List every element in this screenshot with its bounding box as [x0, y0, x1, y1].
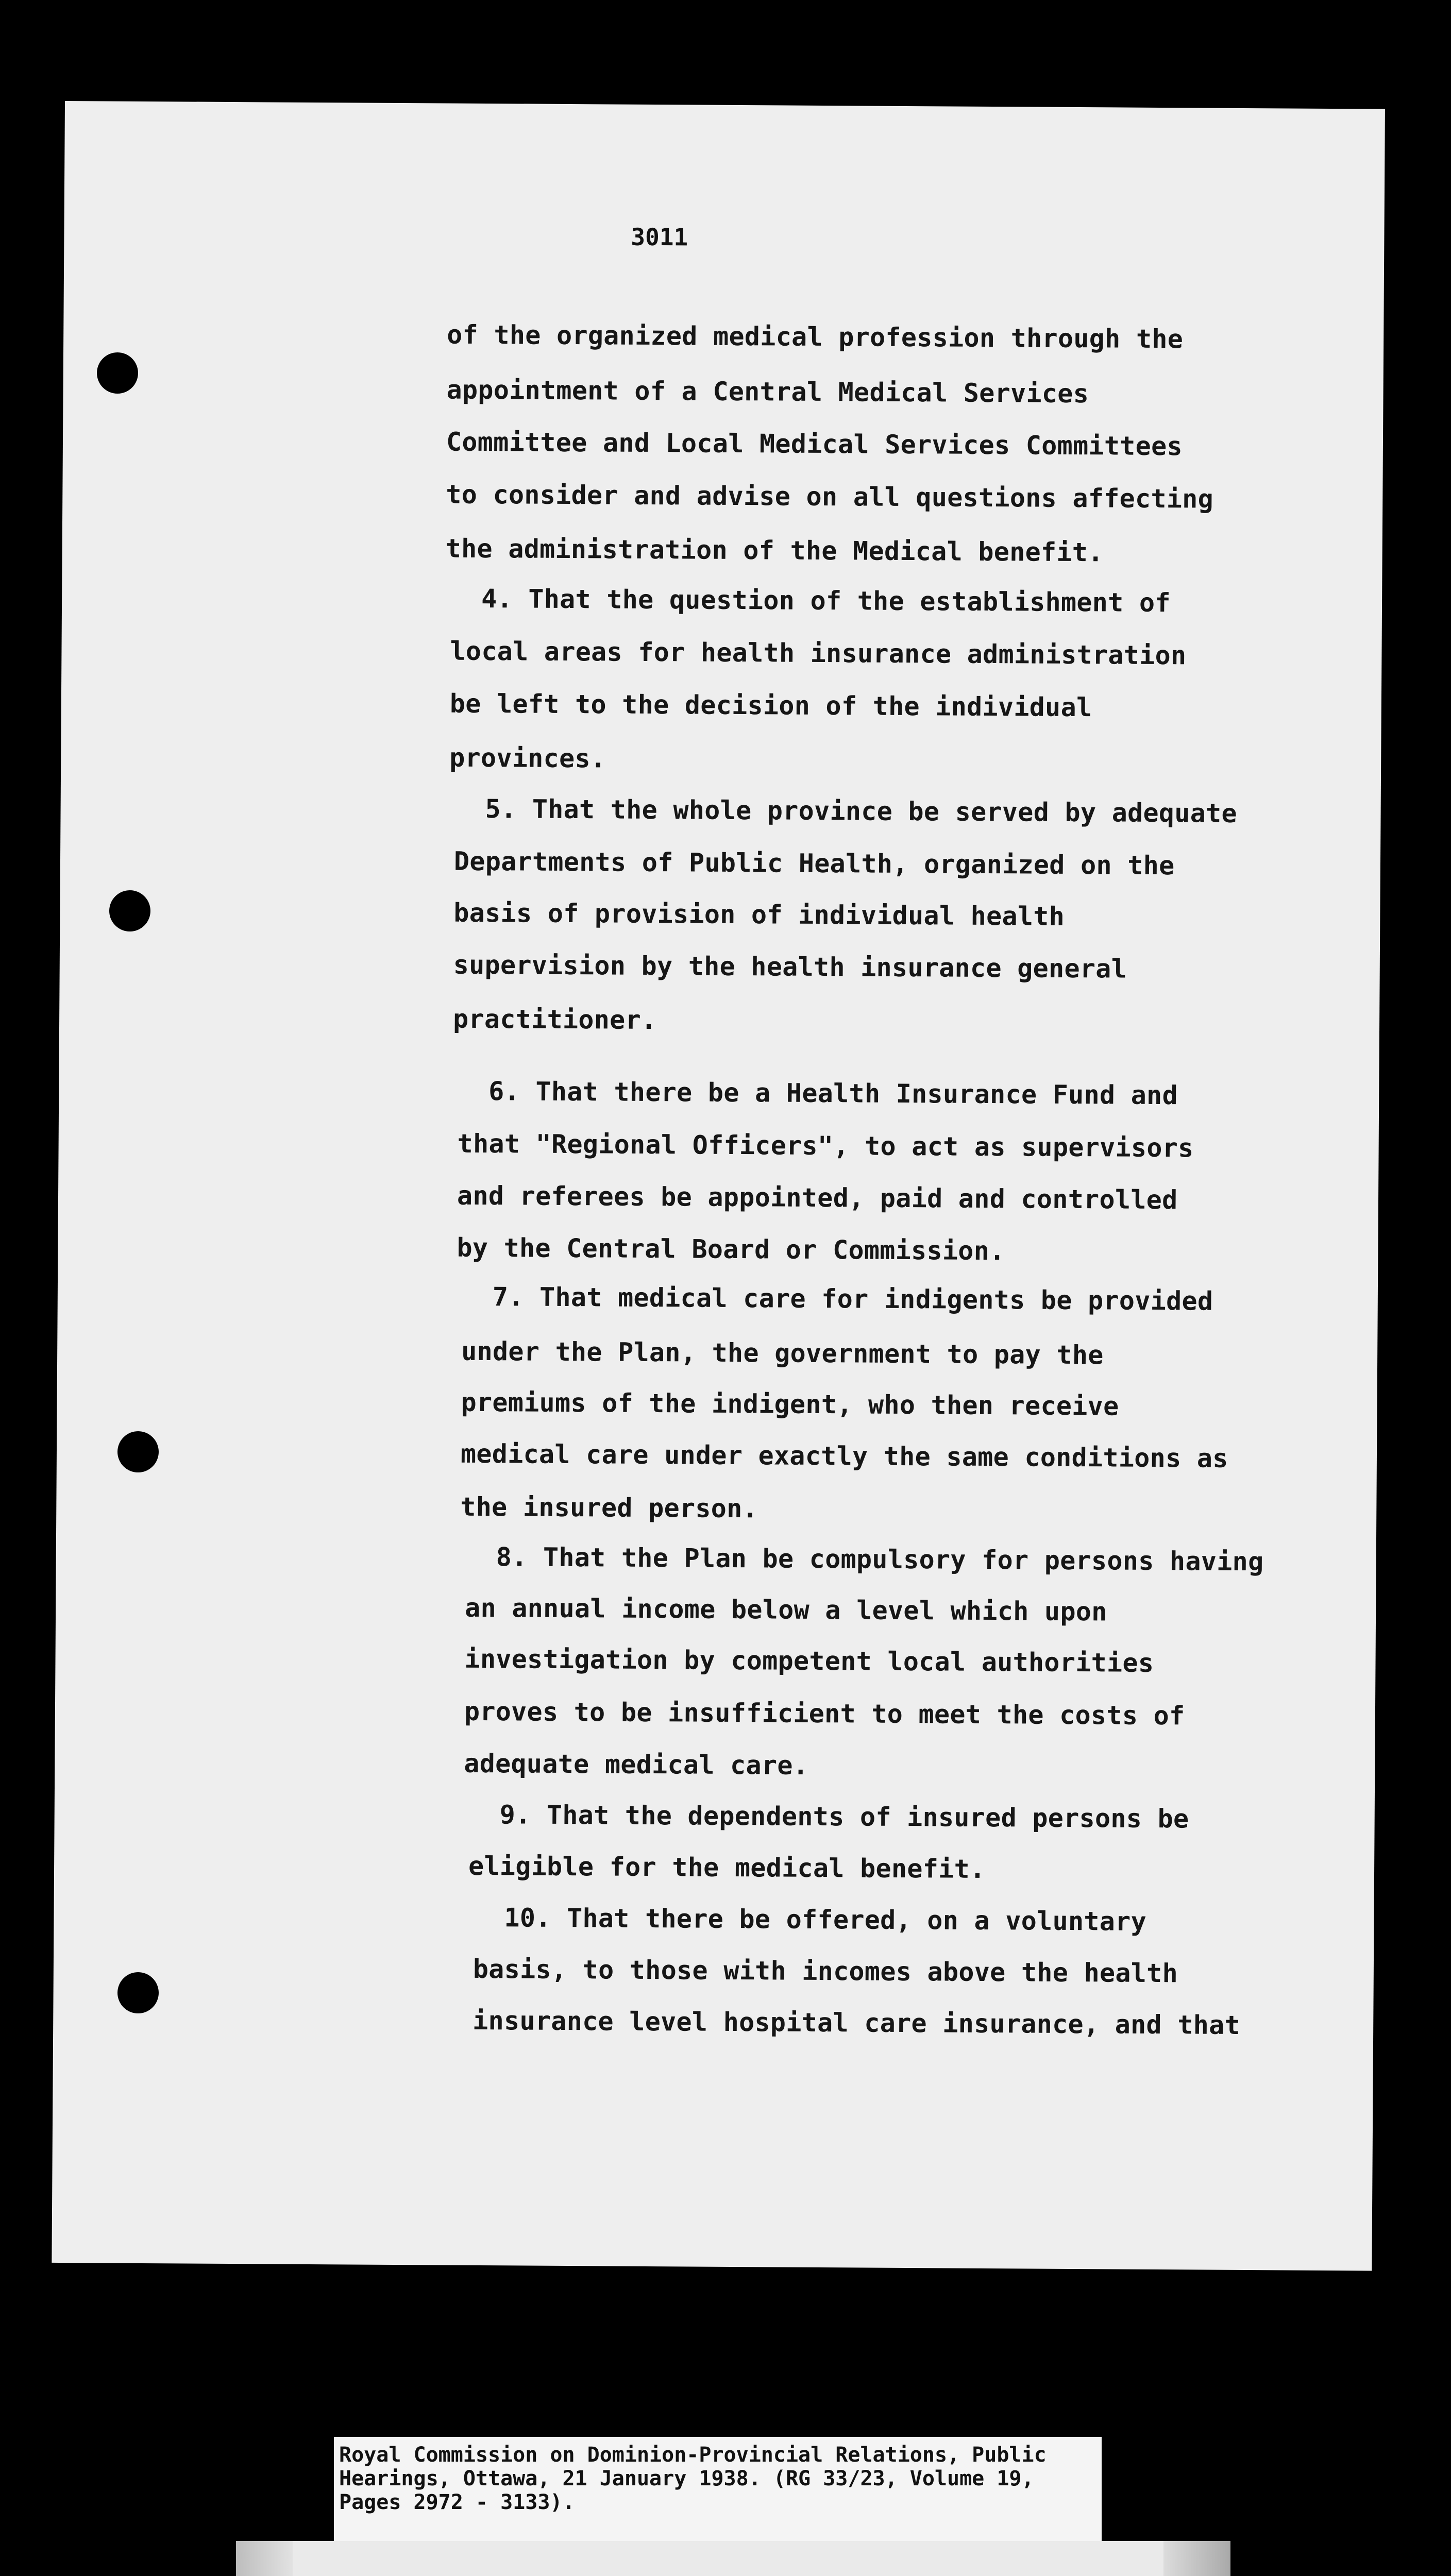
punch-hole [109, 890, 150, 931]
text-line: 5. That the whole province be served by adequate [485, 794, 1238, 828]
text-line: 6. That there be a Health Insurance Fund and [488, 1076, 1178, 1111]
caption-line: Hearings, Ottawa, 21 January 1938. (RG 33/23, Volume 19, [339, 2467, 1034, 2490]
stamp-edge [1163, 2541, 1230, 2576]
caption-line: Pages 2972 - 3133). [339, 2490, 575, 2514]
text-line: 9. That the dependents of insured persons be [499, 1800, 1189, 1834]
caption-line: Royal Commission on Dominion-Provincial Relations, Public [339, 2443, 1047, 2467]
archival-caption [334, 2437, 1102, 2543]
text-line: premiums of the indigent, who then receive [461, 1387, 1119, 1421]
text-line: that "Regional Officers", to act as supervisors [457, 1128, 1194, 1163]
punch-hole [117, 1431, 159, 1472]
text-line: adequate medical care. [464, 1748, 809, 1781]
text-line: to consider and advise on all questions affecting [446, 479, 1214, 514]
archives-stamp [236, 2541, 1230, 2576]
page-number: 3011 [631, 223, 688, 251]
text-line: medical care under exactly the same conditions as [460, 1438, 1228, 1473]
text-line: proves to be insufficient to meet the costs of [464, 1696, 1185, 1731]
text-line: 8. That the Plan be compulsory for persons having [496, 1542, 1264, 1577]
text-line: local areas for health insurance administration [450, 636, 1187, 671]
text-line: the insured person. [460, 1492, 758, 1524]
punch-hole [97, 352, 138, 394]
text-line: 7. That medical care for indigents be provided [492, 1282, 1213, 1316]
text-line: an annual income below a level which upon [464, 1592, 1107, 1627]
text-line: basis, to those with incomes above the health [473, 1954, 1178, 1989]
text-line: Departments of Public Health, organized on the [453, 846, 1175, 881]
text-line: insurance level hospital care insurance, and that [473, 2005, 1241, 2041]
text-line: be left to the decision of the individual [449, 688, 1092, 723]
text-line: provinces. [449, 742, 606, 774]
text-line: practitioner. [452, 1004, 657, 1036]
text-line: eligible for the medical benefit. [468, 1851, 986, 1884]
text-line: by the Central Board or Commission. [457, 1232, 1005, 1266]
text-line: supervision by the health insurance general [453, 950, 1127, 984]
text-line: appointment of a Central Medical Services [446, 375, 1089, 409]
text-line: basis of provision of individual health [453, 897, 1065, 931]
text-line: of the organized medical profession through the [447, 319, 1184, 354]
text-line: under the Plan, the government to pay the [461, 1336, 1104, 1370]
punch-hole [117, 1972, 159, 2013]
text-line: investigation by competent local authorities [464, 1643, 1154, 1678]
document-page [52, 101, 1385, 2271]
text-line: 4. That the question of the establishment of [481, 583, 1171, 618]
text-line: and referees be appointed, paid and controlled [457, 1180, 1178, 1215]
stamp-edge [236, 2541, 293, 2576]
text-line: the administration of the Medical benefit. [445, 533, 1104, 568]
text-line: 10. That there be offered, on a voluntary [504, 1903, 1147, 1937]
text-line: Committee and Local Medical Services Committees [446, 427, 1183, 462]
